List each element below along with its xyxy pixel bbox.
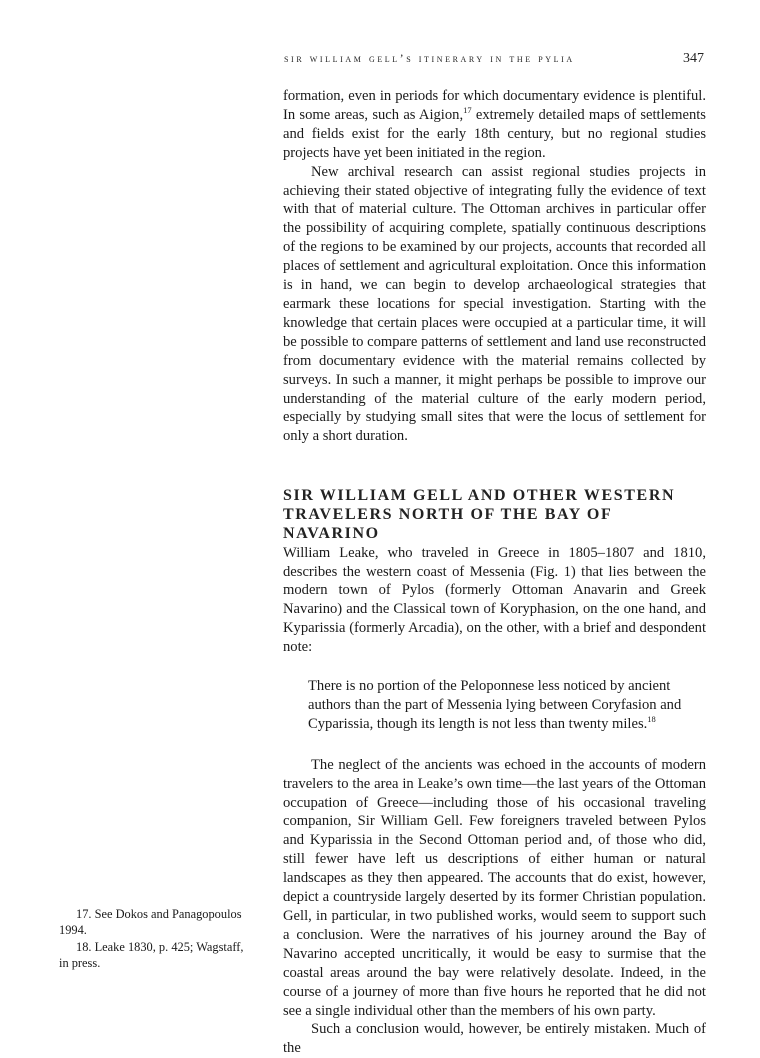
paragraph-archival-research: New archival research can assist regional studies projects in achieving their stated objective of integrating fully the evidence of text with that of material culture. The Ottoman archives in particular offer the possibility of acquiring complete, spatially continuous descriptions of the regions to be examined by our projects, accounts that recorded all places of settlement and agricultural exploitation. Once this information is in hand, we can begin to develop archaeological strategies that earmark these locations for special investigation. Starting with the knowledge that certain places were occupied at a particular time, it will be possible to compare patterns of settlement and land use reconstructed from documentary evidence with the material remains collected by surveys. In such a manner, it might perhaps be possible to improve our understanding of the material culture of the early modern period, especially by studying small sites that were the locus of settlement for only a short duration.: [283, 163, 706, 445]
paragraph-leake: William Leake, who traveled in Greece in 1805–1807 and 1810, describes the western coast of Messenia (Fig. 1) that lies between the modern town of Pylos (formerly Ottoman Anavarin and Greek Navarino) and the Classical town of Koryphasion, on the one hand, and Kyparissia (formerly Arcadia), on the other, with a brief and despondent note:: [283, 544, 706, 656]
paragraph-text: extremely detailed maps of settlements and fields exist for the early 18th century, but no regional studies projects have yet been initiated in the region.: [283, 106, 706, 161]
footnote-ref-18[interactable]: 18: [647, 714, 656, 724]
paragraph-text: formation, even in periods for which documentary evidence is plentiful. In some areas, such as Aigion,: [283, 88, 706, 123]
main-text: [283, 87, 706, 1058]
paragraph-continuation: [283, 87, 706, 163]
quote-text: [308, 677, 706, 734]
quote-body: There is no portion of the Peloponnese less noticed by ancient authors than the part of Messenia lying between Coryfasion and Cyparissia, though its length is not less than twenty miles.: [308, 678, 682, 732]
footnote-17: 17. See Dokos and Panagopoulos 1994.: [59, 907, 242, 938]
page-number: 347: [683, 51, 704, 66]
block-quote: [308, 677, 706, 734]
running-head: sir william gell’s itinerary in the pylia: [284, 53, 575, 65]
footnote-18: 18. Leake 1830, p. 425; Wagstaff, in press.: [59, 939, 244, 971]
paragraph-neglect: The neglect of the ancients was echoed in the accounts of modern travelers to the area in Leake’s own time—the last years of the Ottoman occupation of Greece—including those of his occasional traveling companion, Sir William Gell. Few foreigners traveled between Pylos and Kyparissia in the Second Ottoman period and, of those who did, still fewer have left us descriptions of either human or natural landscapes as they then appeared. The accounts that do exist, however, depict a countryside largely deserted by its former Christian population. Gell, in particular, in two published works, would seem to support such a conclusion. Were the narratives of his journey around the Bay of Navarino accepted uncritically, it would be easy to surmise that the coastal areas around the bay were relatively desolate. Indeed, in the course of a journey of more than five hours he reported that he did not see a single individual other than the members of his own party.: [283, 756, 706, 1019]
section-heading: SIR WILLIAM GELL AND OTHER WESTERN TRAVELERS NORTH OF THE BAY OF NAVARINO: [283, 487, 676, 542]
paragraph-conclusion: Such a conclusion would, however, be entirely mistaken. Much of the: [283, 1021, 706, 1057]
footnotes: [59, 906, 255, 972]
footnote-ref-17[interactable]: 17: [463, 105, 472, 116]
